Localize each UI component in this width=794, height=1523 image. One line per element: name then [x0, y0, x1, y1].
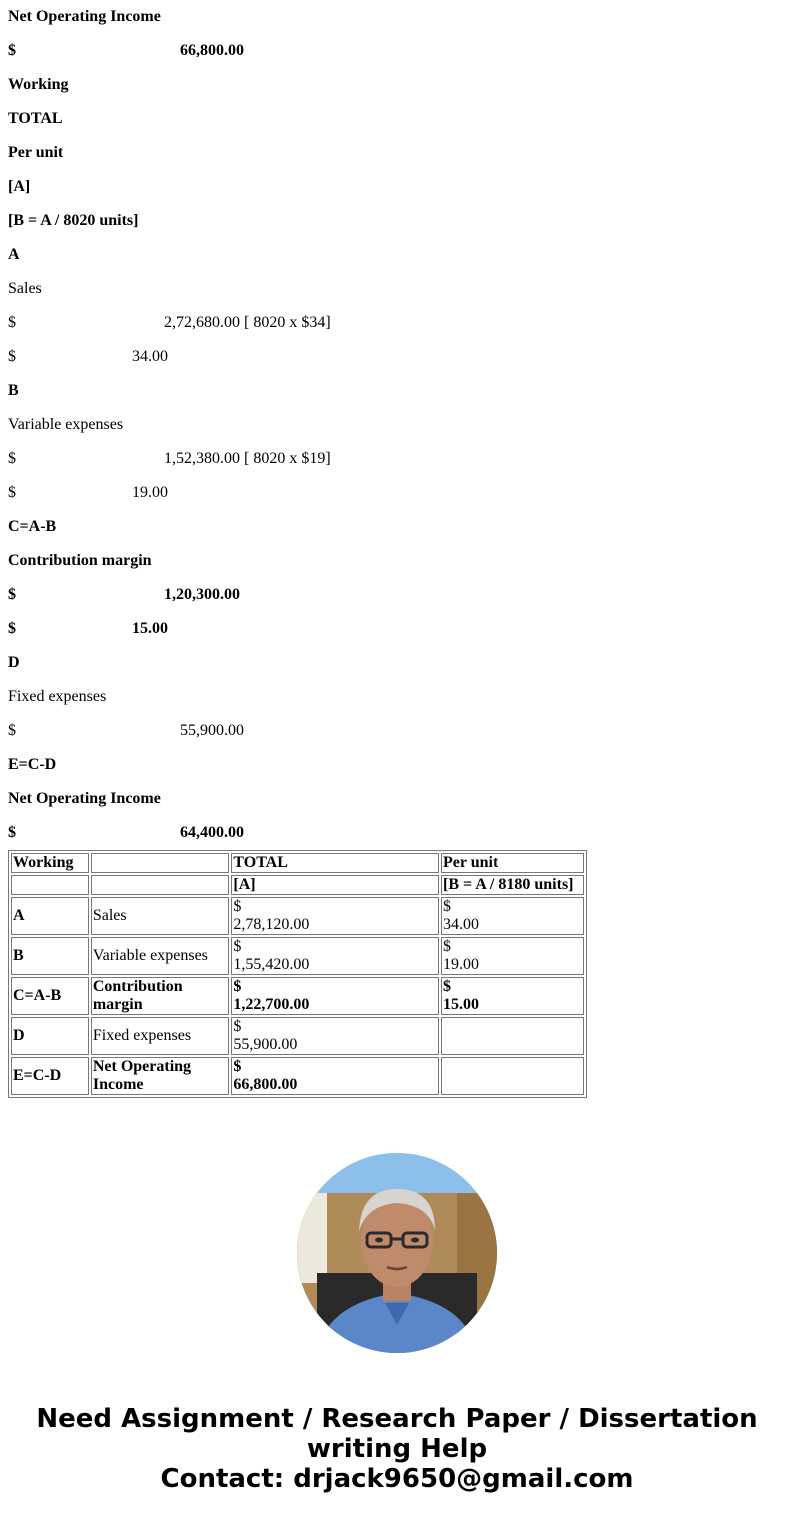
- tr-d-total: [231, 1017, 439, 1055]
- table-subheader-row: [11, 875, 584, 895]
- tr-a-total-value: 2,78,120.00: [233, 916, 310, 933]
- row-d-total: $ 55,900.00: [8, 722, 244, 739]
- tr-a-unit-currency: $: [443, 898, 452, 915]
- row-c-code: C=A-B: [8, 518, 57, 535]
- tr-c-currency: $: [233, 978, 242, 995]
- tr-b-code: B: [11, 937, 89, 975]
- prev-noi-amount: $ 66,800.00: [8, 42, 244, 59]
- tr-c-unit-value: 15.00: [443, 996, 480, 1013]
- tr-c-unit: [441, 977, 584, 1015]
- th-working: Working: [11, 853, 89, 873]
- th-total: TOTAL: [231, 853, 439, 873]
- tr-d-unit: [441, 1017, 584, 1055]
- tr-b-total-value: 1,55,420.00: [233, 956, 310, 973]
- row-a-code: A: [8, 246, 20, 263]
- row-a-unit-value: 34.00: [132, 348, 168, 365]
- prev-noi-value: 66,800.00: [180, 42, 244, 59]
- table-row: [11, 977, 584, 1015]
- tr-d-currency: $: [233, 1018, 242, 1035]
- tr-b-currency: $: [233, 938, 242, 955]
- col-a-label: [A]: [8, 178, 31, 195]
- th-blank: [91, 853, 230, 873]
- avatar: [297, 1153, 497, 1353]
- tr-c-total-value: 1,22,700.00: [233, 996, 310, 1013]
- table-row: [11, 1017, 584, 1055]
- row-b-total: $ 1,52,380.00 [ 8020 x $19]: [8, 450, 331, 467]
- tr-a-total: [231, 897, 439, 935]
- tr-a-unit: [441, 897, 584, 935]
- row-e-label: Net Operating Income: [8, 790, 161, 807]
- table-row: [11, 897, 584, 935]
- working-table: [8, 850, 587, 1098]
- row-c-total-value: 1,20,300.00: [164, 586, 240, 603]
- tr-c-unit-currency: $: [443, 978, 452, 995]
- tr-c-label: Contribution margin: [91, 977, 230, 1015]
- row-c-total: $ 1,20,300.00: [8, 586, 240, 603]
- row-b-code: B: [8, 382, 19, 399]
- row-e-code: E=C-D: [8, 756, 57, 773]
- row-a-total-value: 2,72,680.00 [ 8020 x $34]: [164, 314, 331, 331]
- per-unit-heading: Per unit: [8, 144, 64, 161]
- tr-e-code: E=C-D: [11, 1057, 89, 1095]
- tr-c-total: [231, 977, 439, 1015]
- sub-empty-1: [11, 875, 89, 895]
- table-header-row: [11, 853, 584, 873]
- tr-a-unit-value: 34.00: [443, 916, 480, 933]
- sub-empty-2: [91, 875, 230, 895]
- tr-b-unit: [441, 937, 584, 975]
- table-row: [11, 937, 584, 975]
- th-per-unit: Per unit: [441, 853, 584, 873]
- row-d-label: Fixed expenses: [8, 688, 107, 705]
- total-heading: TOTAL: [8, 110, 63, 127]
- row-a-unit: $ 34.00: [8, 348, 168, 365]
- promo-banner: [0, 1404, 794, 1494]
- promo-line-1: Need Assignment / Research Paper / Dissertation: [36, 1404, 758, 1434]
- tr-e-unit: [441, 1057, 584, 1095]
- table-row: [11, 1057, 584, 1095]
- tr-b-unit-currency: $: [443, 938, 452, 955]
- row-b-total-value: 1,52,380.00 [ 8020 x $19]: [164, 450, 331, 467]
- promo-line-2: writing Help: [306, 1434, 488, 1464]
- tr-c-code: C=A-B: [11, 977, 89, 1015]
- tr-b-unit-value: 19.00: [443, 956, 480, 973]
- tr-d-total-value: 55,900.00: [233, 1036, 298, 1053]
- row-c-unit-value: 15.00: [132, 620, 168, 637]
- tr-d-label: Fixed expenses: [91, 1017, 230, 1055]
- promo-contact[interactable]: Contact: drjack9650@gmail.com: [160, 1464, 634, 1494]
- tr-a-code: A: [11, 897, 89, 935]
- col-b-label: [B = A / 8020 units]: [8, 212, 139, 229]
- row-d-total-value: 55,900.00: [180, 722, 244, 739]
- row-c-label: Contribution margin: [8, 552, 152, 569]
- row-b-unit-value: 19.00: [132, 484, 168, 501]
- tr-e-label: Net Operating Income: [91, 1057, 230, 1095]
- prev-noi-heading: Net Operating Income: [8, 8, 161, 25]
- sub-per-unit: [B = A / 8180 units]: [441, 875, 584, 895]
- tr-e-currency: $: [233, 1058, 242, 1075]
- row-e-total-value: 64,400.00: [180, 824, 244, 841]
- row-b-label: Variable expenses: [8, 416, 124, 433]
- row-d-code: D: [8, 654, 20, 671]
- row-a-total: $ 2,72,680.00 [ 8020 x $34]: [8, 314, 331, 331]
- row-e-total: $ 64,400.00: [8, 824, 244, 841]
- tr-b-total: [231, 937, 439, 975]
- tr-b-label: Variable expenses: [91, 937, 230, 975]
- avatar-portrait-icon: [297, 1153, 497, 1353]
- tr-e-total: [231, 1057, 439, 1095]
- tr-a-currency: $: [233, 898, 242, 915]
- working-heading: Working: [8, 76, 69, 93]
- row-a-label: Sales: [8, 280, 42, 297]
- row-b-unit: $ 19.00: [8, 484, 168, 501]
- row-c-unit: $ 15.00: [8, 620, 168, 637]
- tr-e-total-value: 66,800.00: [233, 1076, 298, 1093]
- sub-total: [A]: [231, 875, 439, 895]
- tr-a-label: Sales: [91, 897, 230, 935]
- tr-d-code: D: [11, 1017, 89, 1055]
